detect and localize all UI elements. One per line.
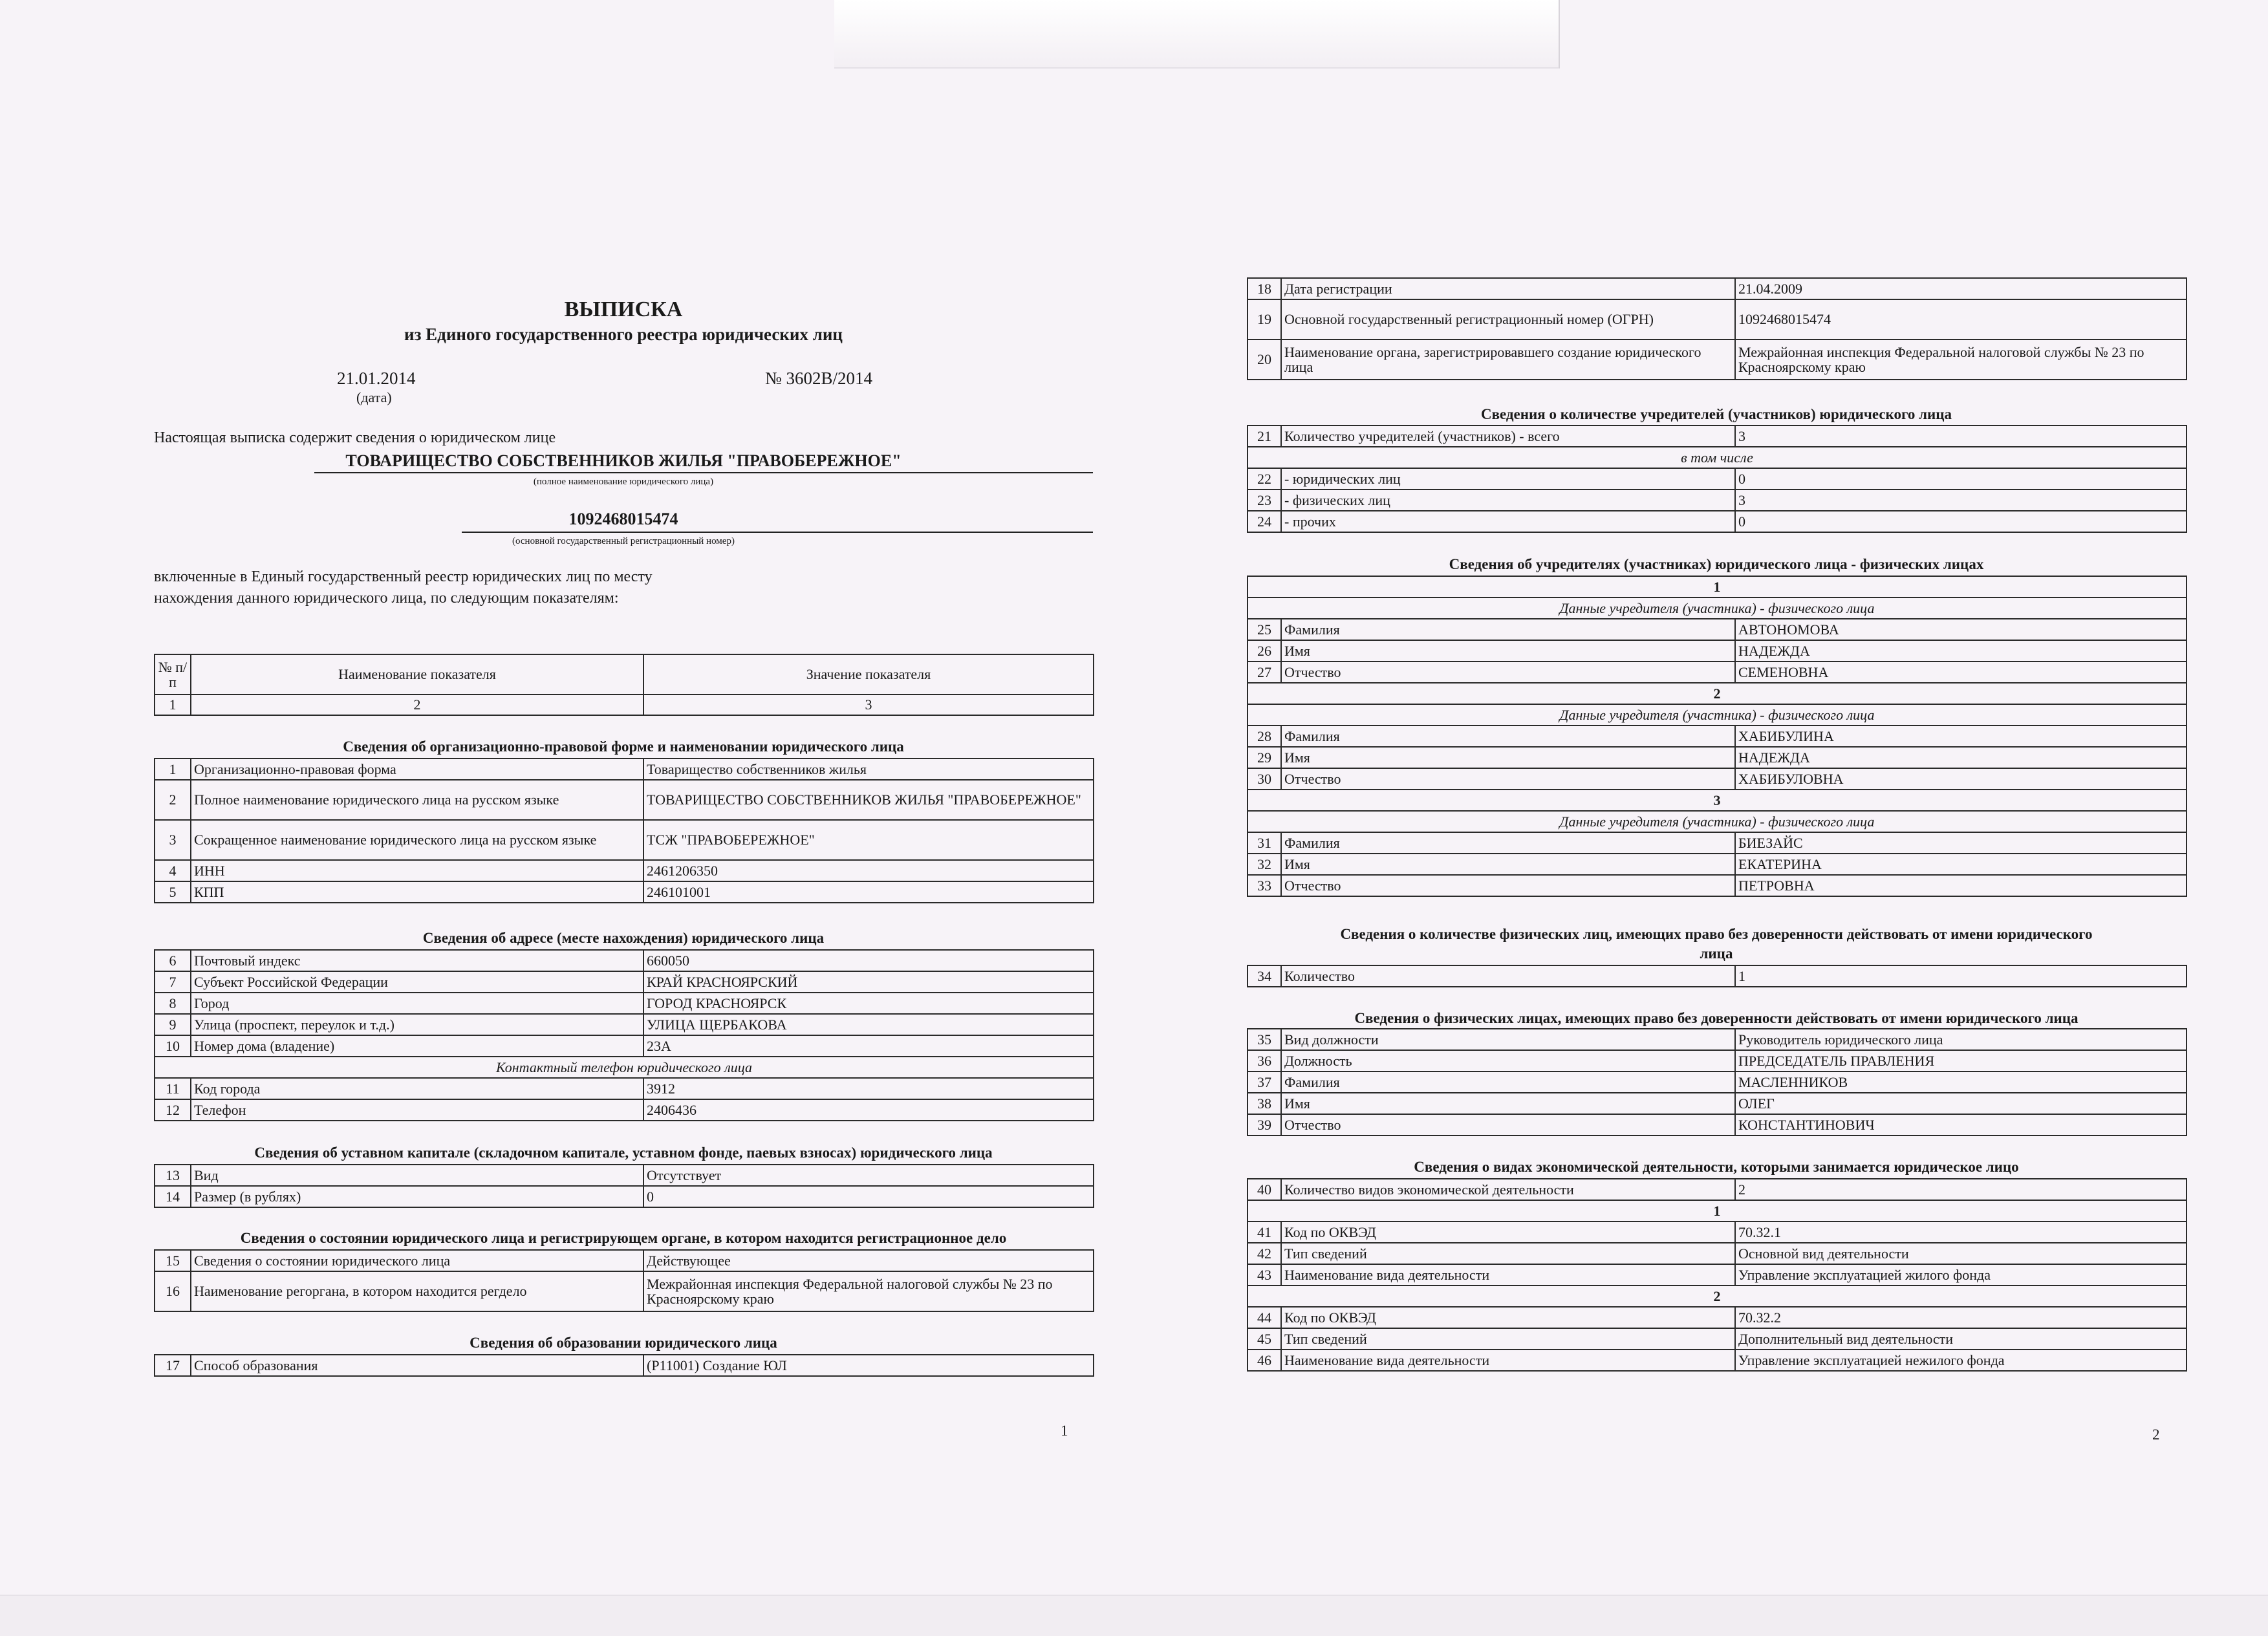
row-name: Город bbox=[191, 993, 643, 1014]
row-number: 32 bbox=[1247, 854, 1281, 875]
header-cell: Значение показателя bbox=[643, 654, 1094, 694]
row-value: СЕМЕНОВНА bbox=[1735, 662, 2187, 683]
included-line: нахождения данного юридического лица, по следующим показателям: bbox=[154, 590, 619, 607]
row-number: 8 bbox=[155, 993, 191, 1014]
row-name: Дата регистрации bbox=[1281, 278, 1735, 299]
row-name: Наименование вида деятельности bbox=[1281, 1350, 1735, 1371]
org-full-name: ТОВАРИЩЕСТВО СОБСТВЕННИКОВ ЖИЛЬЯ "ПРАВОБЕРЕЖНОЕ" bbox=[345, 451, 902, 470]
row-number: 38 bbox=[1247, 1093, 1281, 1114]
row-name: Должность bbox=[1281, 1050, 1735, 1071]
group-number: 1 bbox=[1247, 576, 2187, 597]
activities-table bbox=[1247, 1178, 2187, 1372]
row-value: КОНСТАНТИНОВИЧ bbox=[1735, 1114, 2187, 1136]
row-number: 28 bbox=[1247, 726, 1281, 747]
row-name: Отчество bbox=[1281, 875, 1735, 896]
row-name: Полное наименование юридического лица на русском языке bbox=[191, 780, 643, 820]
row-number: 18 bbox=[1247, 278, 1281, 299]
section-title: Сведения об образовании юридического лица bbox=[470, 1335, 777, 1351]
included-text bbox=[154, 566, 653, 609]
row-name: - физических лиц bbox=[1281, 490, 1735, 511]
subheading: в том числе bbox=[1247, 447, 2187, 468]
row-value: 0 bbox=[643, 1186, 1094, 1207]
row-number: 5 bbox=[155, 881, 191, 903]
row-number: 35 bbox=[1247, 1029, 1281, 1050]
group-number: 2 bbox=[1247, 683, 2187, 704]
row-value: 3912 bbox=[643, 1078, 1094, 1099]
row-value: 246101001 bbox=[643, 881, 1094, 903]
row-number: 42 bbox=[1247, 1243, 1281, 1264]
header-cell: № п/п bbox=[155, 654, 191, 694]
row-value: ОЛЕГ bbox=[1735, 1093, 2187, 1114]
row-name: Номер дома (владение) bbox=[191, 1035, 643, 1057]
row-value: 3 bbox=[1735, 490, 2187, 511]
row-name: Отчество bbox=[1281, 1114, 1735, 1136]
row-number: 11 bbox=[155, 1078, 191, 1099]
row-number: 14 bbox=[155, 1186, 191, 1207]
row-value: Основной вид деятельности bbox=[1735, 1243, 2187, 1264]
org-name-caption: (полное наименование юридического лица) bbox=[533, 477, 714, 487]
row-name: - юридических лиц bbox=[1281, 468, 1735, 490]
row-value: Управление эксплуатацией жилого фонда bbox=[1735, 1264, 2187, 1286]
row-value: ГОРОД КРАСНОЯРСК bbox=[643, 993, 1094, 1014]
row-number: 23 bbox=[1247, 490, 1281, 511]
row-value: 2406436 bbox=[643, 1099, 1094, 1121]
row-value: Действующее bbox=[643, 1250, 1094, 1271]
row-number: 4 bbox=[155, 860, 191, 881]
document-subtitle: из Единого государственного реестра юридических лиц bbox=[404, 325, 843, 344]
row-value: Руководитель юридического лица bbox=[1735, 1029, 2187, 1050]
header-index: 1 bbox=[155, 694, 191, 715]
ogrn-caption: (основной государственный регистрационный номер) bbox=[512, 536, 735, 546]
authorized-count-table bbox=[1247, 965, 2187, 987]
row-number: 6 bbox=[155, 950, 191, 971]
row-number: 46 bbox=[1247, 1350, 1281, 1371]
row-name: Наименование органа, зарегистрировавшего создание юридического лица bbox=[1281, 339, 1735, 380]
row-name: ИНН bbox=[191, 860, 643, 881]
row-value: 0 bbox=[1735, 511, 2187, 532]
row-value: 0 bbox=[1735, 468, 2187, 490]
row-number: 31 bbox=[1247, 832, 1281, 854]
row-value: Межрайонная инспекция Федеральной налоговой службы № 23 по Красноярскому краю bbox=[643, 1271, 1094, 1311]
row-number: 3 bbox=[155, 820, 191, 860]
row-name: Отчество bbox=[1281, 662, 1735, 683]
row-name: Размер (в рублях) bbox=[191, 1186, 643, 1207]
header-index: 3 bbox=[643, 694, 1094, 715]
row-number: 2 bbox=[155, 780, 191, 820]
row-number: 43 bbox=[1247, 1264, 1281, 1286]
row-name: Имя bbox=[1281, 1093, 1735, 1114]
row-value: ПЕТРОВНА bbox=[1735, 875, 2187, 896]
row-value: 2461206350 bbox=[643, 860, 1094, 881]
row-value: 1092468015474 bbox=[1735, 299, 2187, 339]
row-number: 22 bbox=[1247, 468, 1281, 490]
row-name: Сокращенное наименование юридического лица на русском языке bbox=[191, 820, 643, 860]
row-value: ПРЕДСЕДАТЕЛЬ ПРАВЛЕНИЯ bbox=[1735, 1050, 2187, 1071]
row-value: УЛИЦА ЩЕРБАКОВА bbox=[643, 1014, 1094, 1035]
section-title: Сведения о видах экономической деятельности, которыми занимается юридическое лицо bbox=[1414, 1159, 2019, 1175]
row-value: ТОВАРИЩЕСТВО СОБСТВЕННИКОВ ЖИЛЬЯ "ПРАВОБЕРЕЖНОЕ" bbox=[643, 780, 1094, 820]
intro-text: Настоящая выписка содержит сведения о юридическом лице bbox=[154, 429, 556, 446]
row-number: 12 bbox=[155, 1099, 191, 1121]
row-number: 34 bbox=[1247, 965, 1281, 987]
header-table bbox=[154, 654, 1094, 716]
group-number: 3 bbox=[1247, 790, 2187, 811]
row-name: Имя bbox=[1281, 747, 1735, 768]
row-name: Вид bbox=[191, 1165, 643, 1186]
group-number: 1 bbox=[1247, 1200, 2187, 1222]
extract-number: № 3602В/2014 bbox=[765, 369, 873, 388]
section-title-line: Сведения о количестве физических лиц, имеющих право без доверенности действовать от имени юридического bbox=[1340, 926, 2093, 942]
founders-count-table bbox=[1247, 425, 2187, 533]
row-number: 10 bbox=[155, 1035, 191, 1057]
row-number: 9 bbox=[155, 1014, 191, 1035]
page-number: 2 bbox=[2152, 1426, 2160, 1443]
row-number: 36 bbox=[1247, 1050, 1281, 1071]
row-value: Товарищество собственников жилья bbox=[643, 759, 1094, 780]
scan-artifact-top bbox=[834, 0, 1560, 69]
row-value: ТСЖ "ПРАВОБЕРЕЖНОЕ" bbox=[643, 820, 1094, 860]
row-name: Код по ОКВЭД bbox=[1281, 1307, 1735, 1328]
row-number: 19 bbox=[1247, 299, 1281, 339]
row-name: Фамилия bbox=[1281, 726, 1735, 747]
row-name: Наименование регоргана, в котором находится регдело bbox=[191, 1271, 643, 1311]
group-number: 2 bbox=[1247, 1286, 2187, 1307]
row-number: 25 bbox=[1247, 619, 1281, 640]
row-value: Межрайонная инспекция Федеральной налоговой службы № 23 по Красноярскому краю bbox=[1735, 339, 2187, 380]
row-number: 27 bbox=[1247, 662, 1281, 683]
row-number: 17 bbox=[155, 1355, 191, 1376]
row-number: 39 bbox=[1247, 1114, 1281, 1136]
row-value: Отсутствует bbox=[643, 1165, 1094, 1186]
row-number: 1 bbox=[155, 759, 191, 780]
row-value: Управление эксплуатацией нежилого фонда bbox=[1735, 1350, 2187, 1371]
row-name: Способ образования bbox=[191, 1355, 643, 1376]
section-title: Сведения о количестве учредителей (участников) юридического лица bbox=[1480, 406, 1952, 422]
row-name: Организационно-правовая форма bbox=[191, 759, 643, 780]
underline bbox=[314, 472, 1093, 473]
document-title: ВЫПИСКА bbox=[564, 297, 683, 321]
row-value: ХАБИБУЛОВНА bbox=[1735, 768, 2187, 790]
section-title: Сведения об учредителях (участниках) юридического лица - физических лицах bbox=[1449, 556, 1984, 572]
formation-table bbox=[154, 1354, 1094, 1377]
row-value: АВТОНОМОВА bbox=[1735, 619, 2187, 640]
header-cell: Наименование показателя bbox=[191, 654, 643, 694]
section-title: Сведения об уставном капитале (складочном капитале, уставном фонде, паевых взносах) юридического лица bbox=[254, 1145, 993, 1161]
row-name: Фамилия bbox=[1281, 1071, 1735, 1093]
row-name: Количество bbox=[1281, 965, 1735, 987]
row-value: (Р11001) Создание ЮЛ bbox=[643, 1355, 1094, 1376]
row-value: ЕКАТЕРИНА bbox=[1735, 854, 2187, 875]
row-name: Тип сведений bbox=[1281, 1328, 1735, 1350]
registration-table bbox=[1247, 277, 2187, 380]
row-number: 24 bbox=[1247, 511, 1281, 532]
row-name: Количество видов экономической деятельности bbox=[1281, 1179, 1735, 1200]
row-name: Фамилия bbox=[1281, 832, 1735, 854]
row-value: 3 bbox=[1735, 425, 2187, 447]
founders-table bbox=[1247, 576, 2187, 897]
row-name: Субъект Российской Федерации bbox=[191, 971, 643, 993]
row-number: 26 bbox=[1247, 640, 1281, 662]
included-line: включенные в Единый государственный реестр юридических лиц по месту bbox=[154, 568, 653, 585]
row-number: 45 bbox=[1247, 1328, 1281, 1350]
row-value: НАДЕЖДА bbox=[1735, 640, 2187, 662]
row-name: Тип сведений bbox=[1281, 1243, 1735, 1264]
section-title: Сведения об организационно-правовой форме и наименовании юридического лица bbox=[343, 738, 904, 755]
subheading: Контактный телефон юридического лица bbox=[155, 1057, 1094, 1078]
form-table bbox=[154, 758, 1094, 903]
row-value: 21.04.2009 bbox=[1735, 278, 2187, 299]
row-value: 1 bbox=[1735, 965, 2187, 987]
row-name: Основной государственный регистрационный номер (ОГРН) bbox=[1281, 299, 1735, 339]
row-number: 40 bbox=[1247, 1179, 1281, 1200]
section-title: Сведения об адресе (месте нахождения) юридического лица bbox=[422, 930, 825, 946]
subheading: Данные учредителя (участника) - физического лица bbox=[1247, 704, 2187, 726]
address-table bbox=[154, 949, 1094, 1121]
row-name: Имя bbox=[1281, 640, 1735, 662]
section-title-line: лица bbox=[1700, 945, 1733, 962]
row-value: Дополнительный вид деятельности bbox=[1735, 1328, 2187, 1350]
row-number: 15 bbox=[155, 1250, 191, 1271]
underline bbox=[462, 532, 1093, 533]
subheading: Данные учредителя (участника) - физического лица bbox=[1247, 811, 2187, 832]
row-number: 41 bbox=[1247, 1222, 1281, 1243]
row-value: КРАЙ КРАСНОЯРСКИЙ bbox=[643, 971, 1094, 993]
row-number: 20 bbox=[1247, 339, 1281, 380]
row-number: 13 bbox=[155, 1165, 191, 1186]
state-table bbox=[154, 1249, 1094, 1312]
row-name: Наименование вида деятельности bbox=[1281, 1264, 1735, 1286]
row-value: 660050 bbox=[643, 950, 1094, 971]
row-number: 30 bbox=[1247, 768, 1281, 790]
section-title bbox=[1247, 925, 2186, 963]
row-number: 37 bbox=[1247, 1071, 1281, 1093]
capital-table bbox=[154, 1164, 1094, 1208]
row-name: Код города bbox=[191, 1078, 643, 1099]
row-number: 29 bbox=[1247, 747, 1281, 768]
row-value: 70.32.2 bbox=[1735, 1307, 2187, 1328]
row-name: Код по ОКВЭД bbox=[1281, 1222, 1735, 1243]
section-title: Сведения о физических лицах, имеющих право без доверенности действовать от имени юридического лица bbox=[1354, 1010, 2079, 1026]
scan-artifact-bottom bbox=[0, 1595, 2268, 1636]
extract-date: 21.01.2014 bbox=[337, 369, 416, 388]
row-name: Фамилия bbox=[1281, 619, 1735, 640]
row-name: Вид должности bbox=[1281, 1029, 1735, 1050]
page-number: 1 bbox=[1061, 1423, 1068, 1439]
row-name: Улица (проспект, переулок и т.д.) bbox=[191, 1014, 643, 1035]
row-name: Отчество bbox=[1281, 768, 1735, 790]
date-caption: (дата) bbox=[356, 389, 392, 405]
row-name: КПП bbox=[191, 881, 643, 903]
header-index: 2 bbox=[191, 694, 643, 715]
row-number: 21 bbox=[1247, 425, 1281, 447]
row-number: 7 bbox=[155, 971, 191, 993]
section-title: Сведения о состоянии юридического лица и регистрирующем органе, в котором находится регистрационное дело bbox=[240, 1230, 1007, 1246]
row-name: Имя bbox=[1281, 854, 1735, 875]
row-value: 2 bbox=[1735, 1179, 2187, 1200]
row-number: 33 bbox=[1247, 875, 1281, 896]
authorized-table bbox=[1247, 1028, 2187, 1136]
row-name: Почтовый индекс bbox=[191, 950, 643, 971]
row-value: ХАБИБУЛИНА bbox=[1735, 726, 2187, 747]
row-name: Количество учредителей (участников) - всего bbox=[1281, 425, 1735, 447]
ogrn-value: 1092468015474 bbox=[568, 510, 678, 528]
subheading: Данные учредителя (участника) - физического лица bbox=[1247, 597, 2187, 619]
row-value: НАДЕЖДА bbox=[1735, 747, 2187, 768]
row-name: Сведения о состоянии юридического лица bbox=[191, 1250, 643, 1271]
row-value: 70.32.1 bbox=[1735, 1222, 2187, 1243]
row-name: Телефон bbox=[191, 1099, 643, 1121]
row-name: - прочих bbox=[1281, 511, 1735, 532]
row-number: 16 bbox=[155, 1271, 191, 1311]
row-value: МАСЛЕННИКОВ bbox=[1735, 1071, 2187, 1093]
row-value: БИЕЗАЙС bbox=[1735, 832, 2187, 854]
row-number: 44 bbox=[1247, 1307, 1281, 1328]
row-value: 23А bbox=[643, 1035, 1094, 1057]
